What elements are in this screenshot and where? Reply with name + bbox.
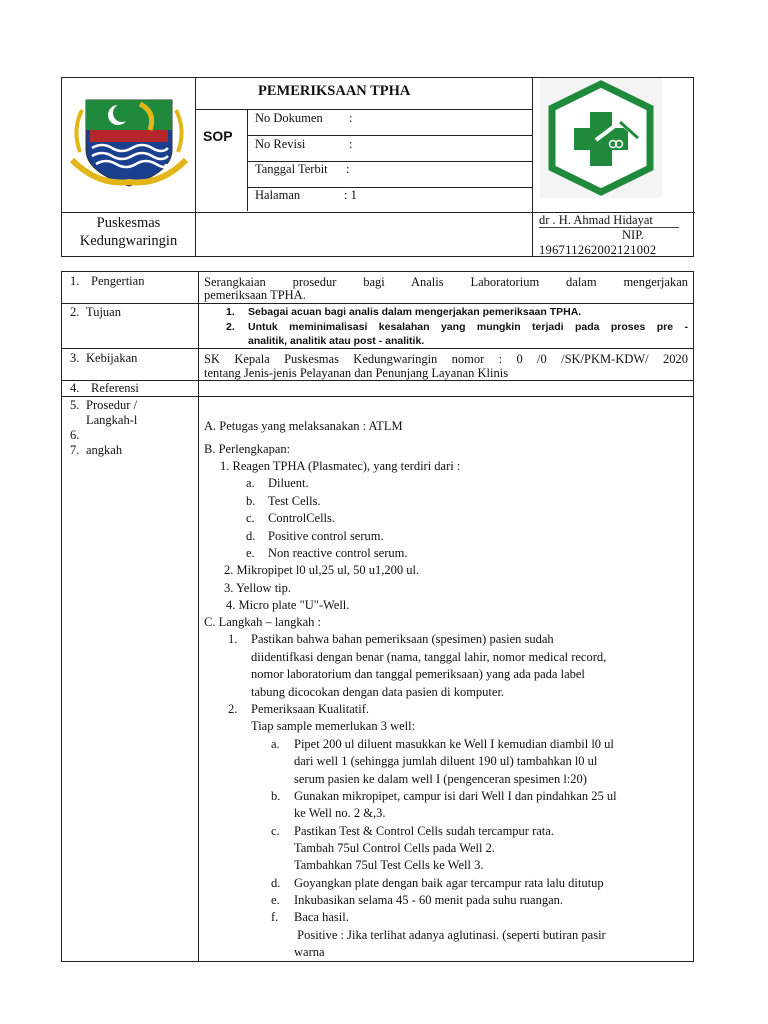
list-item: Non reactive control serum. <box>268 546 408 560</box>
header-table <box>61 77 694 257</box>
list-item-marker: f. <box>271 910 279 924</box>
field-no-dokumen-label: No Dokumen <box>255 111 323 125</box>
list-item-marker: d. <box>271 876 281 890</box>
nip-label: NIP. <box>622 228 644 242</box>
pengertian-text-line2: pemeriksaan TPHA. <box>204 288 306 302</box>
prosedur-b3: 3. Yellow tip. <box>224 581 292 595</box>
c2-item-line: dari well 1 (sehingga jumlah diluent 190 ul) tambahkan l0 ul <box>294 754 598 768</box>
c2-item-line: Tambah 75ul Control Cells pada Well 2. <box>294 841 495 855</box>
divider <box>247 109 248 211</box>
section-number: 3. <box>70 351 80 365</box>
section-number: 6. <box>70 428 80 442</box>
prosedur-a-title: A. Petugas yang melaksanakan : ATLM <box>204 419 403 433</box>
tujuan-item-text-continued: analitik, analitik atau post - analitik. <box>248 335 425 347</box>
section-label-pengertian: Pengertian <box>91 274 145 288</box>
field-no-revisi-value: : <box>349 137 353 151</box>
list-item-marker: d. <box>246 529 256 543</box>
c2-item-line: warna <box>294 945 325 959</box>
puskesmas-logo <box>540 78 662 198</box>
c2-title: Pemeriksaan Kualitatif. <box>251 702 370 716</box>
c2-item-line: Goyangkan plate dengan baik agar tercampur rata lalu ditutup <box>294 876 604 890</box>
c1-line: nomor laboratorium dan tanggal pemeriksaan) yang ada pada label <box>251 667 585 681</box>
tujuan-item-text: Sebagai acuan bagi analis dalam mengerjakan pemeriksaan TPHA. <box>248 306 582 318</box>
org-name-line2: Kedungwaringin <box>79 233 178 249</box>
kebijakan-text-line2: tentang Jenis-jenis Pelayanan dan Penunjang Layanan Klinis <box>204 366 509 380</box>
c2-item-line: Pastikan Test & Control Cells sudah tercampur rata. <box>294 824 554 838</box>
c2-item-line: Positive : Jika terlihat adanya aglutinasi. (seperti butiran pasir <box>294 928 606 942</box>
signer-name: dr . H. Ahmad Hidayat <box>539 213 653 227</box>
field-halaman-value: : 1 <box>344 188 357 202</box>
prosedur-b4: 4. Micro plate "U"-Well. <box>226 598 350 612</box>
list-item: ControlCells. <box>268 511 336 525</box>
regional-emblem-logo <box>68 90 190 190</box>
section-label-prosedur: Prosedur / <box>86 398 138 412</box>
tujuan-item-number: 2. <box>226 321 235 333</box>
sop-label: SOP <box>203 128 233 144</box>
section-label-prosedur: Langkah-l <box>86 413 138 427</box>
list-item: Test Cells. <box>268 494 321 508</box>
c2-item-line: Tambahkan 75ul Test Cells ke Well 3. <box>294 858 484 872</box>
divider <box>195 78 196 256</box>
c2-item-line: Gunakan mikropipet, campur isi dari Well I dan pindahkan 25 ul <box>294 789 617 803</box>
field-tanggal-terbit-value: : <box>346 162 350 176</box>
section-number: 7. <box>70 443 80 457</box>
prosedur-c-title: C. Langkah – langkah : <box>204 615 321 629</box>
c2-item-line: serum pasien ke dalam well I (pengenceran spesimen l:20) <box>294 772 587 786</box>
prosedur-b1: 1. Reagen TPHA (Plasmatec), yang terdiri dari : <box>220 459 461 473</box>
prosedur-b-title: B. Perlengkapan: <box>204 442 291 456</box>
section-label-referensi: Referensi <box>91 381 139 395</box>
c1-line: diidentifkasi dengan benar (nama, tanggal lahir, nomor medical record, <box>251 650 607 664</box>
column-divider <box>198 272 199 961</box>
c2-item-line: ke Well no. 2 &,3. <box>294 806 386 820</box>
prosedur-b2: 2. Mikropipet l0 ul,25 ul, 50 u1,200 ul. <box>224 563 420 577</box>
list-item-marker: a. <box>246 476 255 490</box>
list-item-marker: c. <box>271 824 280 838</box>
list-item-marker: 1. <box>228 632 238 646</box>
c2-item-line: Inkubasikan selama 45 - 60 menit pada suhu ruangan. <box>294 893 564 907</box>
list-item-marker: 2. <box>228 702 238 716</box>
section-label-tujuan: Tujuan <box>86 305 121 319</box>
kebijakan-text-line1: SK Kepala Puskesmas Kedungwaringin nomor : 0 /0 /SK/PKM-KDW/ 2020 <box>204 352 688 366</box>
section-label-prosedur: angkah <box>86 443 123 457</box>
divider <box>532 78 533 256</box>
list-item-marker: e. <box>271 893 280 907</box>
divider <box>247 135 532 136</box>
document-title: PEMERIKSAAN TPHA <box>258 83 411 99</box>
section-number: 2. <box>70 305 80 319</box>
list-item: Positive control serum. <box>268 529 384 543</box>
section-label-kebijakan: Kebijakan <box>86 351 138 365</box>
c1-line: Pastikan bahwa bahan pemeriksaan (spesimen) pasien sudah <box>251 632 554 646</box>
tujuan-item-number: 1. <box>226 306 235 318</box>
field-halaman-label: Halaman <box>255 188 301 202</box>
c2-item-line: Pipet 200 ul diluent masukkan ke Well I kemudian diambil l0 ul <box>294 737 614 751</box>
list-item-marker: b. <box>246 494 256 508</box>
field-no-revisi-label: No Revisi <box>255 137 306 151</box>
field-tanggal-terbit-label: Tanggal Terbit <box>255 162 328 176</box>
list-item-marker: e. <box>246 546 255 560</box>
c2-item-line: Baca hasil. <box>294 910 349 924</box>
row-divider <box>62 396 693 397</box>
list-item-marker: b. <box>271 789 281 803</box>
signature-underline <box>539 227 679 228</box>
list-item-marker: c. <box>246 511 255 525</box>
divider <box>195 109 532 110</box>
section-number: 4. <box>70 381 80 395</box>
c1-line: tabung dicocokan dengan data pasien di komputer. <box>251 685 505 699</box>
pengertian-text-line1: Serangkaian prosedur bagi Analis Laboratorium dalam mengerjakan <box>204 275 688 289</box>
section-number: 5. <box>70 398 80 412</box>
list-item-marker: a. <box>271 737 280 751</box>
procedure-table <box>61 271 694 962</box>
list-item: Diluent. <box>268 476 309 490</box>
section-number: 1. <box>70 274 80 288</box>
field-no-dokumen-value: : <box>349 111 353 125</box>
nip-value: 196711262002121002 <box>539 243 657 257</box>
c2-subtitle: Tiap sample memerlukan 3 well: <box>251 719 416 733</box>
tujuan-item-text: Untuk meminimalisasi kesalahan yang mungkin terjadi pada proses pre - <box>248 321 688 333</box>
org-name-line1: Puskesmas <box>96 215 161 231</box>
